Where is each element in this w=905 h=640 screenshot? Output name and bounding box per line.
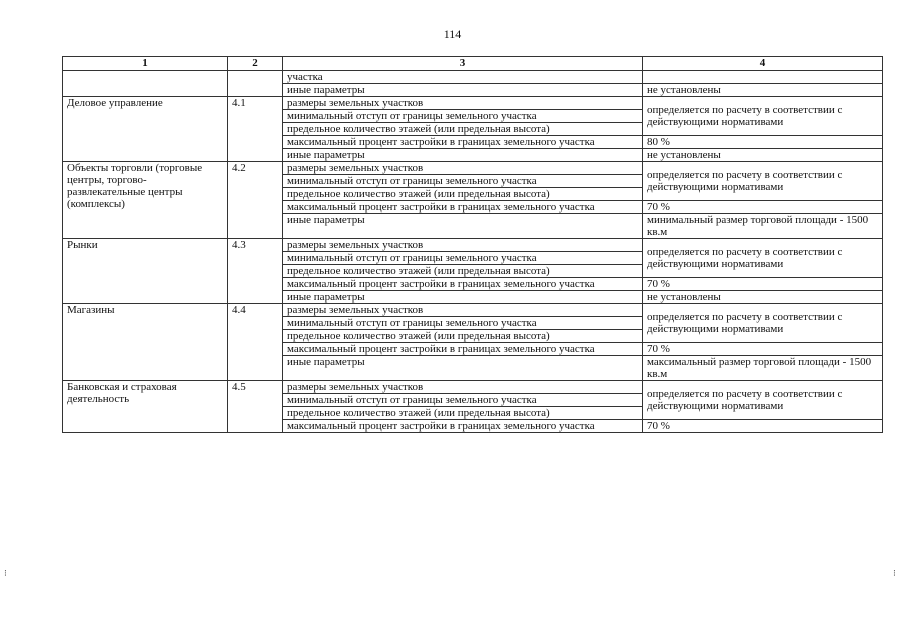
table-row	[63, 381, 883, 394]
parameter-name: максимальный процент застройки в границах земельного участка	[283, 278, 643, 291]
parameter-name: максимальный процент застройки в границах земельного участка	[283, 343, 643, 356]
parameter-value: 70 %	[643, 278, 883, 291]
column-header: 4	[643, 57, 883, 71]
parameter-value: максимальный размер торговой площади - 1500 кв.м	[643, 356, 883, 381]
use-type-name	[63, 71, 228, 97]
margin-mark: ⁝	[4, 568, 7, 578]
parameter-name: минимальный отступ от границы земельного участка	[283, 252, 643, 265]
parameter-value-merged: определяется по расчету в соответствии с действующими нормативами	[643, 304, 883, 343]
parameter-name: размеры земельных участков	[283, 162, 643, 175]
parameter-name: предельное количество этажей (или предельная высота)	[283, 407, 643, 420]
parameter-name: размеры земельных участков	[283, 239, 643, 252]
parameter-name: размеры земельных участков	[283, 304, 643, 317]
parameter-name: максимальный процент застройки в границах земельного участка	[283, 201, 643, 214]
use-type-name: Рынки	[63, 239, 228, 304]
land-use-table	[62, 56, 883, 433]
use-type-code: 4.5	[228, 381, 283, 433]
parameter-name: минимальный отступ от границы земельного участка	[283, 110, 643, 123]
use-type-code	[228, 71, 283, 97]
parameter-value-merged: определяется по расчету в соответствии с действующими нормативами	[643, 381, 883, 420]
parameter-value: не установлены	[643, 84, 883, 97]
parameter-name: иные параметры	[283, 214, 643, 239]
parameter-name: максимальный процент застройки в границах земельного участка	[283, 136, 643, 149]
table-header-row	[63, 57, 883, 71]
parameter-name: иные параметры	[283, 291, 643, 304]
parameter-value	[643, 71, 883, 84]
use-type-code: 4.2	[228, 162, 283, 239]
parameter-value-merged: определяется по расчету в соответствии с действующими нормативами	[643, 162, 883, 201]
table-body	[63, 71, 883, 433]
use-type-code: 4.4	[228, 304, 283, 381]
parameter-value-merged: определяется по расчету в соответствии с действующими нормативами	[643, 239, 883, 278]
parameter-value-merged: определяется по расчету в соответствии с действующими нормативами	[643, 97, 883, 136]
column-header: 3	[283, 57, 643, 71]
column-header: 1	[63, 57, 228, 71]
parameter-name: предельное количество этажей (или предельная высота)	[283, 123, 643, 136]
parameter-value: 70 %	[643, 201, 883, 214]
table-row	[63, 162, 883, 175]
use-type-name: Банковская и страховая деятельность	[63, 381, 228, 433]
parameter-name: предельное количество этажей (или предельная высота)	[283, 265, 643, 278]
parameter-value: 70 %	[643, 343, 883, 356]
parameter-value: не установлены	[643, 149, 883, 162]
parameter-value: не установлены	[643, 291, 883, 304]
parameter-name: иные параметры	[283, 84, 643, 97]
column-header: 2	[228, 57, 283, 71]
table-row	[63, 97, 883, 110]
use-type-name: Объекты торговли (торговые центры, торгово-развлекательные центры (комплексы)	[63, 162, 228, 239]
parameter-name: минимальный отступ от границы земельного участка	[283, 394, 643, 407]
table-row	[63, 71, 883, 84]
parameter-value: 80 %	[643, 136, 883, 149]
parameter-name: размеры земельных участков	[283, 97, 643, 110]
parameter-name: размеры земельных участков	[283, 381, 643, 394]
parameter-name: предельное количество этажей (или предельная высота)	[283, 188, 643, 201]
parameter-value: 70 %	[643, 420, 883, 433]
page-number: 114	[443, 27, 462, 41]
use-type-name: Деловое управление	[63, 97, 228, 162]
parameter-name: минимальный отступ от границы земельного участка	[283, 317, 643, 330]
parameter-value: минимальный размер торговой площади - 1500 кв.м	[643, 214, 883, 239]
use-type-name: Магазины	[63, 304, 228, 381]
parameter-name: участка	[283, 71, 643, 84]
margin-mark: ⁝	[893, 568, 896, 578]
parameter-name: иные параметры	[283, 149, 643, 162]
parameter-name: минимальный отступ от границы земельного участка	[283, 175, 643, 188]
table-row	[63, 304, 883, 317]
parameter-name: предельное количество этажей (или предельная высота)	[283, 330, 643, 343]
table-row	[63, 239, 883, 252]
parameter-name: иные параметры	[283, 356, 643, 381]
use-type-code: 4.3	[228, 239, 283, 304]
parameter-name: максимальный процент застройки в границах земельного участка	[283, 420, 643, 433]
use-type-code: 4.1	[228, 97, 283, 162]
